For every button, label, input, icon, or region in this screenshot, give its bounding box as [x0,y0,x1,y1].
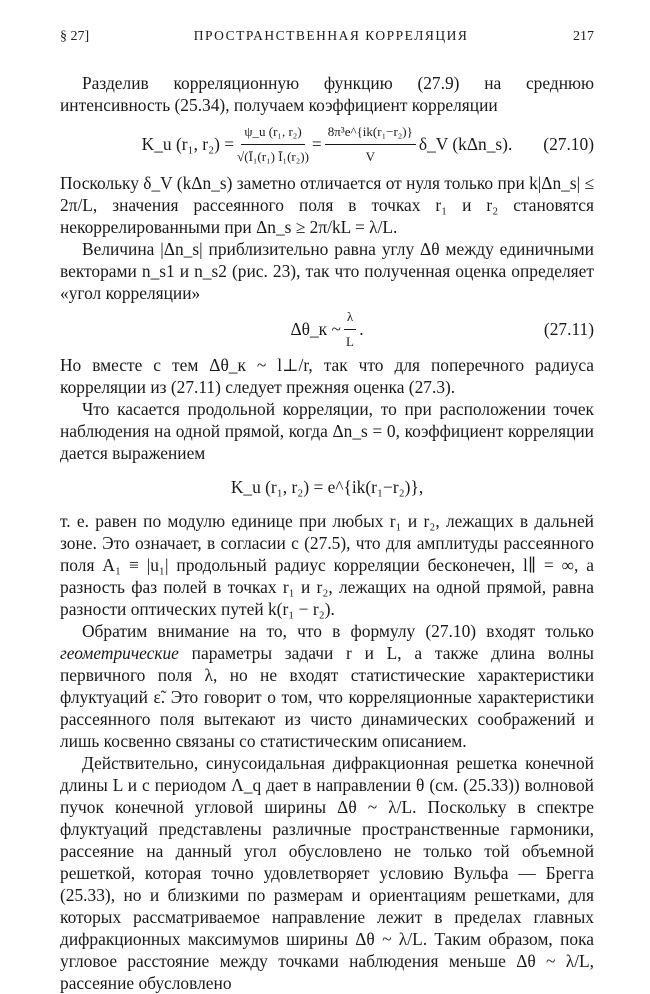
eq-fraction-2-denominator: V [365,148,375,164]
eq2-body: Δθ_к ~ [290,319,341,339]
paragraph-6: т. е. равен по модулю единице при любых r₁ и r₂, лежащих в дальней зоне. Это означает, в согласии с (27.5), что для амплитуды рассеянного поля A₁ ≡ |u₁| продольный радиус корреляции бесконечен, l∥ = ∞, а разность фаз полей в точках r₁ и r₂, лежащих на одной прямой, равна разности оптических путей k(r₁ − r₂). [60,511,594,619]
paragraph-7-start: Обратим внимание на то, что в формулу (27.10) входят только [82,621,594,641]
paragraph-5: Что касается продольной корреляции, то при расположении точек наблюдения на одной прямой, когда Δn_s = 0, коэффициент корреляции дается выражением [60,399,594,463]
eq2-fraction-numerator: λ [344,306,356,330]
equation-number: (27.10) [543,134,594,154]
eq2-fraction-denominator: L [346,333,354,349]
paragraph-8: Действительно, синусоидальная дифракционная решетка конечной длины L и с периодом Λ_q дает в направлении θ (см. (25.33)) волновой пучок конечной угловой ширины Δθ ~ λ/L. Поскольку в спектре флуктуаций представлены различные пространственные гармоники, рассеяние на данный угол обусловлено не только той объемной решеткой, которая точно удовлетворяет условию Вульфа — Брегга (25.33), но и близкими по размерам и ориентациям решетками, для которых рассматриваемое направление лежит в пределах главных дифракционных максимумов ширины Δθ ~ λ/L. Таким образом, пока угловое расстояние между точками наблюдения меньше Δθ ~ λ/L, рассеяние обусловлено [60,753,594,993]
eq2-tail: . [359,319,364,339]
paragraph-7 [60,620,594,752]
eq-lhs: K_u (r₁, r₂) = [141,134,235,154]
page-number: 217 [573,29,594,44]
paragraph-7-end: параметры задачи r и L, а также длина волны первичного поля λ, но не входят статистические характеристики флуктуаций ε̃. Это говорит о том, что корреляционные характеристики рассеянного поля вытекают из чисто динамических соображений и лишь косвенно связаны со статистическим описанием. [60,643,594,751]
eq-fraction-1 [237,121,309,168]
eq-tail: δ_V (kΔn_s). [418,134,513,154]
running-header [60,0,594,50]
eq2-fraction [344,306,356,353]
eq-fraction-2-numerator: 8π³e^{ik(r₁−r₂)} [325,121,416,145]
page-body [60,72,594,994]
eq-fraction-1-numerator: ψ_u (r₁, r₂) [241,121,304,145]
paragraph-7-emphasis: геометрические [60,643,179,663]
equation-27-11 [60,310,594,348]
eq-equals: = [311,134,322,154]
paragraph-4: Но вместе с тем Δθ_к ~ l⊥/r, так что для поперечного радиуса корреляции из (27.11) следует прежняя оценка (27.3). [60,355,594,397]
equation-27-10 [60,122,594,166]
equation-longitudinal [60,470,594,504]
eq-fraction-2 [325,121,416,168]
paragraph-1: Разделив корреляционную функцию (27.9) на среднюю интенсивность (25.34), получаем коэффициент корреляции [60,73,594,115]
eq-fraction-1-denominator: √(Ī₁(r₁) Ī₁(r₂)) [237,148,309,164]
paragraph-2: Поскольку δ_V (kΔn_s) заметно отличается от нуля только при k|Δn_s| ≤ 2π/L, значения рассеянного поля в точках r₁ и r₂ становятся некоррелированными при Δn_s ≥ 2π/kL = λ/L. [60,173,594,237]
equation-number: (27.11) [543,319,594,339]
section-mark: § 27] [60,29,90,44]
eq3-body: K_u (r₁, r₂) = e^{ik(r₁−r₂)}, [230,477,424,497]
running-title: ПРОСТРАНСТВЕННАЯ КОРРЕЛЯЦИЯ [193,28,469,43]
paragraph-3: Величина |Δn_s| приблизительно равна углу Δθ между единичными векторами n_s1 и n_s2 (рис. 23), так что полученная оценка определяет «угол корреляции» [60,239,594,303]
